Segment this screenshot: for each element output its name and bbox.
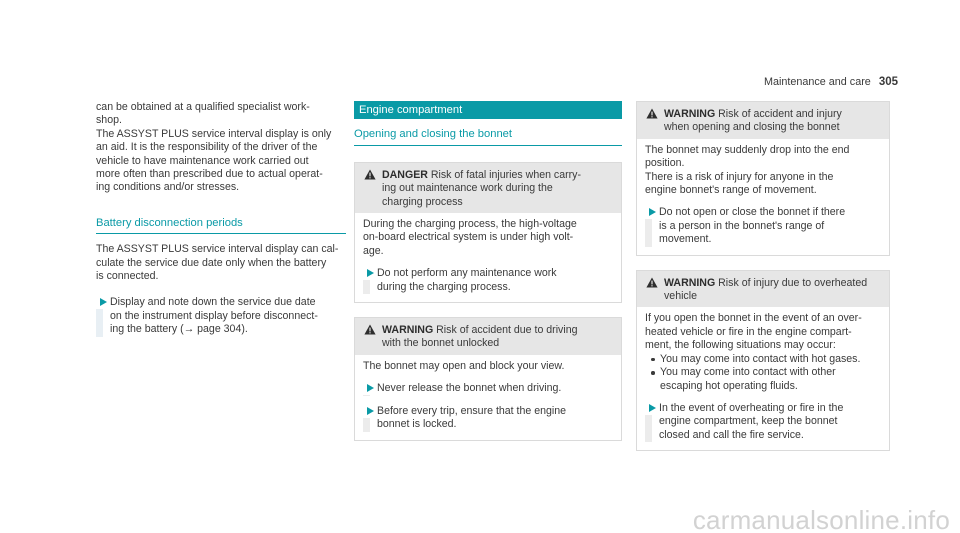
step-line: Before every trip, ensure that the engine bbox=[377, 404, 567, 417]
danger-box bbox=[354, 162, 622, 303]
warning-box-overheated bbox=[636, 270, 890, 451]
danger-title-line: charging process bbox=[382, 195, 463, 208]
warning-body bbox=[355, 355, 621, 440]
bullet-line: You may come into contact with other bbox=[660, 366, 836, 379]
warning-box-bonnet-drop bbox=[636, 101, 890, 256]
instruction-step bbox=[363, 382, 613, 395]
battery-line: culate the service due date only when the battery bbox=[96, 256, 327, 269]
bullet-item bbox=[645, 366, 881, 393]
warning-label: WARNING bbox=[664, 108, 716, 120]
step-line: Never release the bonnet when driving. bbox=[377, 382, 562, 395]
instruction-step bbox=[645, 206, 881, 246]
instruction-step bbox=[363, 267, 613, 294]
warning-body bbox=[637, 307, 889, 450]
intro-line: ing conditions and/or stresses. bbox=[96, 181, 240, 194]
opening-bonnet-heading: Opening and closing the bonnet bbox=[354, 128, 622, 145]
warning-box-unlocked bbox=[354, 317, 622, 440]
warning-title-line: Risk of accident due to driving bbox=[436, 324, 578, 337]
column-right bbox=[636, 101, 890, 451]
step-arrow-icon bbox=[367, 269, 374, 277]
bullet-dot-icon bbox=[651, 358, 655, 362]
danger-body-line: During the charging process, the high-voltage bbox=[363, 218, 577, 231]
column-middle bbox=[354, 101, 622, 441]
bullet-line: You may come into contact with hot gases. bbox=[660, 352, 861, 365]
bullet-dot-icon bbox=[651, 371, 655, 375]
step-line: is a person in the bonnet's range of bbox=[659, 219, 825, 232]
warning-label: WARNING bbox=[664, 276, 716, 289]
warning-body-line: engine bonnet's range of movement. bbox=[645, 184, 817, 197]
intro-line: shop. bbox=[96, 114, 122, 127]
warning-body-line: If you open the bonnet in the event of an over- bbox=[645, 312, 862, 325]
step-line: ing the battery (→ page 304). bbox=[110, 323, 248, 336]
step-arrow-icon bbox=[649, 208, 656, 216]
step-line: movement. bbox=[659, 233, 712, 246]
step-line: during the charging process. bbox=[377, 280, 511, 293]
intro-line: vehicle to have maintenance work carried out bbox=[96, 154, 309, 167]
warning-title-line: Risk of accident and injury bbox=[718, 108, 842, 120]
danger-title-line: ing out maintenance work during the bbox=[382, 182, 553, 195]
warning-header bbox=[637, 102, 889, 139]
instruction-step bbox=[645, 402, 881, 442]
section-title: Maintenance and care bbox=[763, 76, 871, 88]
intro-line: an aid. It is the responsibility of the driver of the bbox=[96, 141, 318, 154]
step-bar bbox=[96, 309, 103, 336]
step-arrow-icon bbox=[367, 384, 374, 392]
warning-body-line: heated vehicle or fire in the engine compart- bbox=[645, 325, 852, 338]
danger-label: DANGER bbox=[382, 168, 428, 181]
instruction-step bbox=[96, 296, 346, 336]
battery-line: The ASSYST PLUS service interval display can cal- bbox=[96, 243, 339, 256]
step-line: Display and note down the service due date bbox=[110, 296, 316, 309]
warning-triangle-icon bbox=[646, 277, 658, 288]
intro-line: The ASSYST PLUS service interval display is only bbox=[96, 127, 332, 140]
danger-title-line: Risk of fatal injuries when carry- bbox=[430, 168, 582, 181]
warning-header bbox=[637, 271, 889, 308]
battery-heading: Battery disconnection periods bbox=[96, 217, 346, 234]
warning-body-line: ment, the following situations may occur: bbox=[645, 339, 836, 352]
step-line: closed and call the fire service. bbox=[659, 428, 804, 441]
warning-header bbox=[355, 318, 621, 355]
step-line: on the instrument display before disconnect- bbox=[110, 309, 318, 322]
step-line: Do not open or close the bonnet if there bbox=[659, 206, 846, 219]
watermark: carmanualsonline.info bbox=[692, 504, 950, 533]
page-header bbox=[764, 76, 898, 89]
step-arrow-icon bbox=[649, 404, 656, 412]
warning-triangle-icon bbox=[646, 108, 658, 119]
warning-title-line: Risk of injury due to overheated bbox=[718, 276, 868, 289]
column-left bbox=[96, 101, 346, 337]
warning-title-line: when opening and closing the bonnet bbox=[664, 121, 840, 134]
danger-body-line: on-board electrical system is under high volt- bbox=[363, 231, 574, 244]
intro-line: can be obtained at a qualified specialist work- bbox=[96, 101, 310, 113]
warning-title-line: vehicle bbox=[664, 290, 697, 303]
step-arrow-icon bbox=[367, 407, 374, 415]
step-line: Do not perform any maintenance work bbox=[377, 267, 557, 280]
step-line: In the event of overheating or fire in the bbox=[659, 401, 844, 414]
danger-body-line: age. bbox=[363, 244, 384, 257]
danger-header bbox=[355, 163, 621, 213]
page-number: 305 bbox=[878, 76, 898, 88]
warning-triangle-icon bbox=[364, 324, 376, 335]
instruction-step bbox=[363, 405, 613, 432]
step-bar bbox=[363, 418, 370, 432]
step-bar bbox=[645, 415, 652, 442]
intro-line: more often than prescribed due to actual operat- bbox=[96, 168, 323, 181]
battery-line: is connected. bbox=[96, 270, 159, 283]
warning-body-line: The bonnet may suddenly drop into the end bbox=[645, 143, 850, 156]
warning-body-line: position. bbox=[645, 157, 685, 170]
bullet-item bbox=[645, 353, 881, 366]
bullet-line: escaping hot operating fluids. bbox=[660, 379, 798, 392]
warning-label: WARNING bbox=[382, 324, 434, 337]
step-bar bbox=[363, 280, 370, 294]
danger-body bbox=[355, 213, 621, 302]
warning-body-line: There is a risk of injury for anyone in the bbox=[645, 170, 834, 183]
step-bar bbox=[645, 219, 652, 246]
warning-body bbox=[637, 139, 889, 255]
warning-triangle-icon bbox=[364, 169, 376, 180]
step-line: engine compartment, keep the bonnet bbox=[659, 415, 838, 428]
warning-title-line: with the bonnet unlocked bbox=[382, 337, 500, 350]
step-arrow-icon bbox=[100, 298, 107, 306]
step-line: bonnet is locked. bbox=[377, 418, 457, 431]
warning-body-line: The bonnet may open and block your view. bbox=[363, 359, 565, 372]
section-bar-engine-compartment: Engine compartment bbox=[354, 101, 622, 119]
